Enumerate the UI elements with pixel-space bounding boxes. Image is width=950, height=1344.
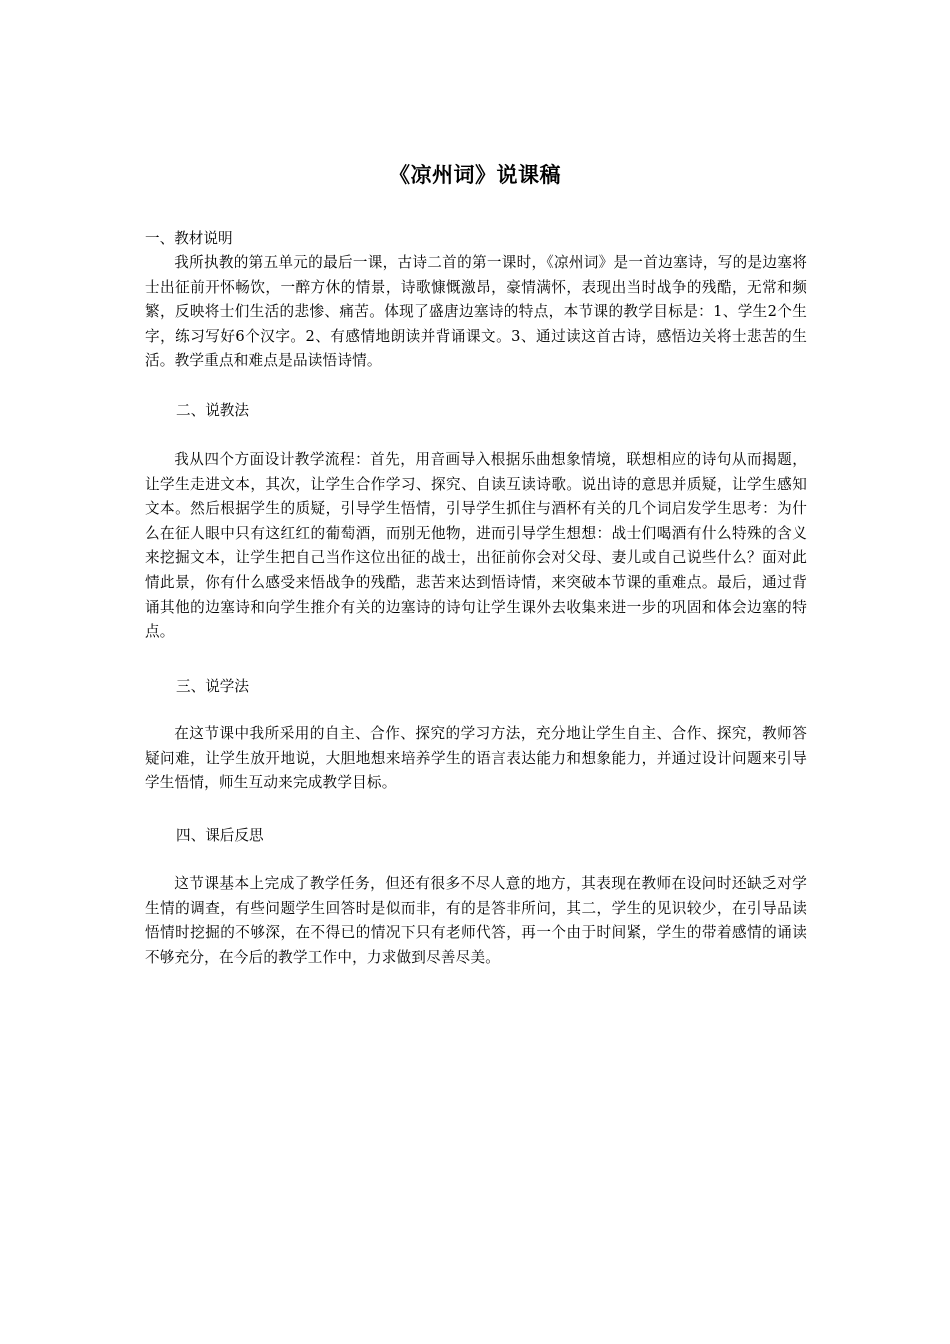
paragraph: 在这节课中我所采用的自主、合作、探究的学习方法，充分地让学生自主、合作、探究，教师答疑问难，让学生放开地说，大胆地想来培养学生的语言表达能力和想象能力，并通过设计问题来引导学生悟情，师生互动来完成教学目标。 [145,725,807,792]
section-body-textbook [145,251,807,374]
section-heading-textbook: 一、教材说明 [145,230,233,247]
document-title: 《凉州词》说课稿 [389,162,561,187]
section-heading-learning-method: 三、说学法 [176,678,249,695]
paragraph: 我所执教的第五单元的最后一课，古诗二首的第一课时，《凉州词》是一首边塞诗，写的是边塞将士出征前开怀畅饮，一醉方休的情景，诗歌慷慨激昂，豪情满怀，表现出当时战争的残酷，无常和频繁，反映将士们生活的悲惨、痛苦。体现了盛唐边塞诗的特点，本节课的教学目标是：1、学生2个生字，练习写好6个汉字。2、有感情地朗读并背诵课文。3、通过读这首古诗，感悟边关将士悲苦的生活。教学重点和难点是品读悟诗情。 [145,254,807,370]
section-body-reflection [145,872,807,970]
section-body-learning-method [145,722,807,796]
section-heading-reflection: 四、课后反思 [176,827,264,844]
paragraph: 这节课基本上完成了教学任务，但还有很多不尽人意的地方，其表现在教师在设问时还缺乏对学生情的调查，有些问题学生回答时是似而非，有的是答非所问，其二，学生的见识较少，在引导品读悟情时挖掘的不够深，在不得已的情况下只有老师代答，再一个由于时间紧，学生的带着感情的诵读不够充分，在今后的教学工作中，力求做到尽善尽美。 [145,875,807,966]
section-body-teaching-method [145,448,807,645]
paragraph: 我从四个方面设计教学流程：首先，用音画导入根据乐曲想象情境，联想相应的诗句从而揭题，让学生走进文本，其次，让学生合作学习、探究、自读互读诗歌。说出诗的意思并质疑，让学生感知文本。然后根据学生的质疑，引导学生悟情，引导学生抓住与酒杯有关的几个词启发学生思考：为什么在征人眼中只有这红红的葡萄酒，而别无他物，进而引导学生想想：战士们喝酒有什么特殊的含义来挖掘文本，让学生把自己当作这位出征的战士，出征前你会对父母、妻儿或自己说些什么？面对此情此景，你有什么感受来悟战争的残酷，悲苦来达到悟诗情，来突破本节课的重难点。最后，通过背诵其他的边塞诗和向学生推介有关的边塞诗的诗句让学生课外去收集来进一步的巩固和体会边塞的特点。 [145,451,807,641]
section-heading-teaching-method: 二、说教法 [176,402,249,419]
